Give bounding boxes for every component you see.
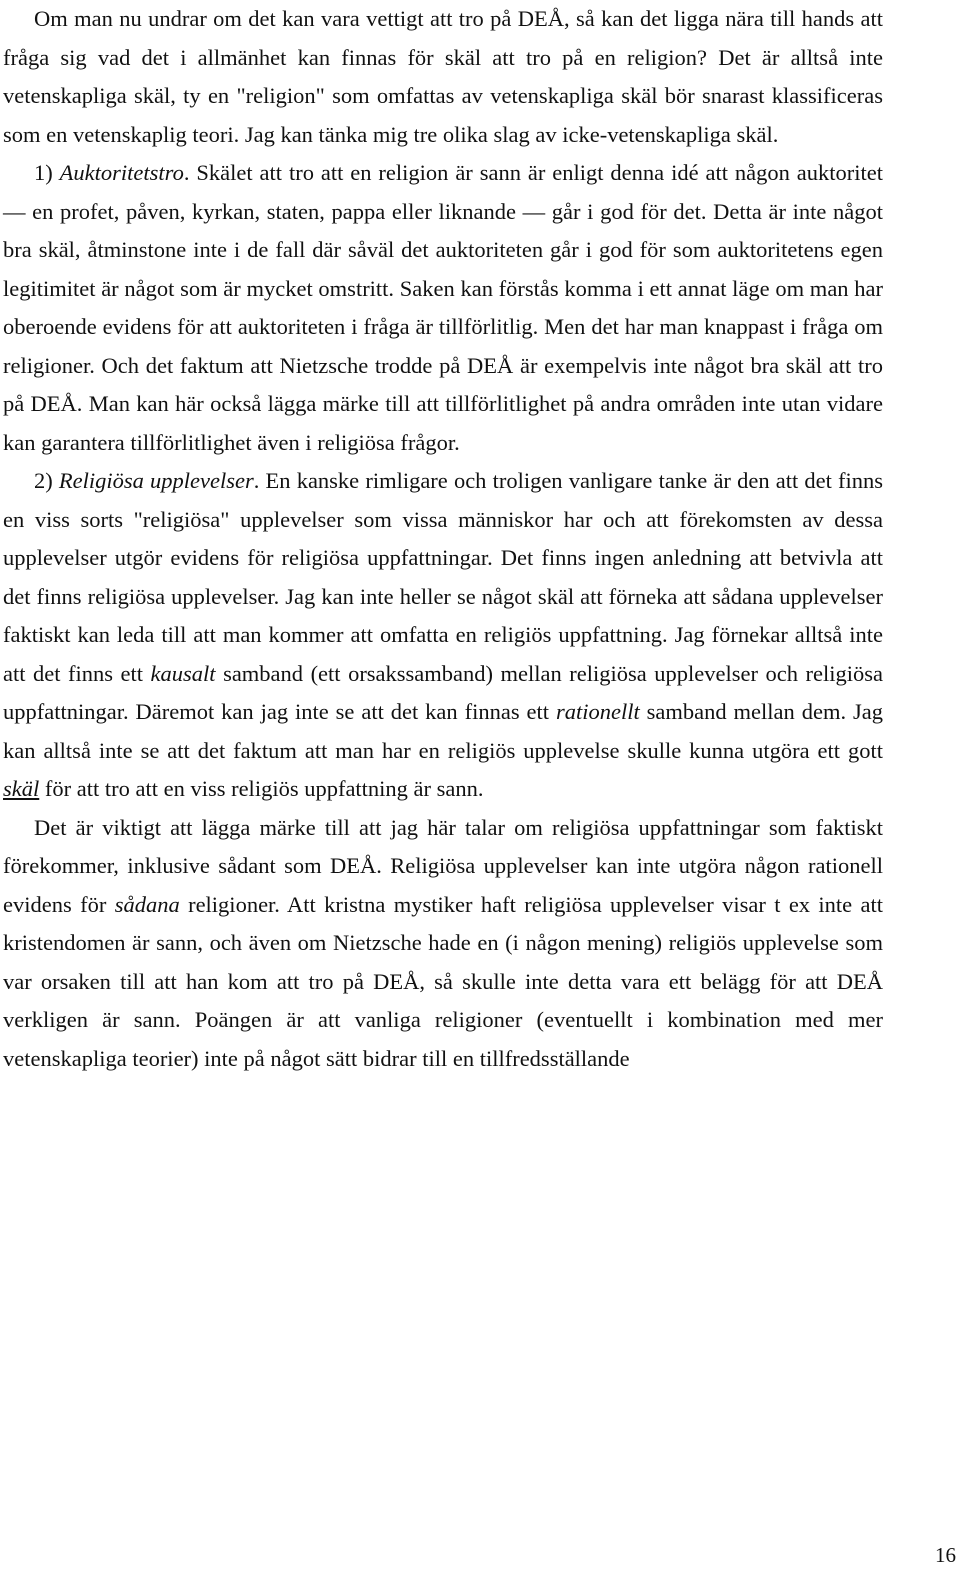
body-text [3, 0, 883, 1078]
paragraph-intro [3, 0, 883, 154]
paragraph-religiosa-upplevelser [3, 462, 883, 809]
text-run: samband (ett orsakssamband) mellan religiösa upplevelser och religiösa uppfattningar. Däremot kan jag inte se att det kan finnas ett [3, 660, 883, 724]
page-number: 16 [935, 1543, 956, 1567]
text-run: . Skälet att tro att en religion är sann är enligt denna idé att någon auktoritet — en profet, påven, kyrkan, staten, pappa eller liknande — går i god för det. Detta är inte något bra skäl, åtminstone inte i de fall där såväl det auktoriteten går i god för som auktoritetens egen legitimitet är något som är mycket omstritt. Saken kan förstås komma i ett annat läge om man har oberoende evidens för att auktoriteten i fråga är tillförlitlig. Men det har man knappast i fråga om religioner. Och det faktum att Nietzsche trodde på DEÅ är exempelvis inte något bra skäl att tro på DEÅ. Man kan här också lägga märke till att tillförlitlighet på andra områden inte utan vidare kan garantera tillförlitlighet även i religiösa frågor. [3, 160, 884, 455]
text-run: Om man nu undrar om det kan vara vettigt att tro på DEÅ, så kan det ligga nära till hands att fråga sig vad det i allmänhet kan finnas för skäl att tro på en religion? Det är alltså inte vetenskapliga skäl, ty en "religion" som omfattas av vetenskapliga skäl bör snarast klassificeras som en vetenskaplig teori. Jag kan tänka mig tre olika slag av icke-vetenskapliga skäl. [3, 6, 883, 147]
emphasized-term: Religiösa upplevelser [58, 468, 254, 493]
paragraph-auktoritetstro [3, 154, 883, 462]
text-run: 2) [34, 468, 59, 493]
underlined-term: skäl [3, 776, 40, 801]
text-run: Det är viktigt att lägga märke till att jag här talar om religiösa uppfattningar som faktiskt förekommer, inklusive sådant som DEÅ. Religiösa upplevelser kan inte utgöra någon rationell evidens för [3, 814, 883, 917]
emphasized-term: Auktoritetstro [59, 160, 184, 185]
emphasized-term [3, 776, 39, 801]
paragraph-viktigt [3, 809, 883, 1079]
emphasized-term: sådana [114, 891, 180, 917]
emphasized-term: rationellt [555, 699, 640, 724]
text-run: samband mellan dem. Jag kan alltså inte se att det faktum att man har en religiös upplevelse skulle kunna utgöra ett gott [3, 699, 883, 763]
text-run: för att tro att en viss religiös uppfattning är sann. [39, 776, 484, 801]
text-run: religioner. Att kristna mystiker haft religiösa upplevelser visar t ex inte att kristendomen är sann, och även om Nietzsche hade en (i någon mening) religiös upplevelse som var orsaken till att han kom att tro på DEÅ, så skulle inte detta vara ett belägg för att DEÅ verkligen är sann. Poängen är att vanliga religioner (eventuellt i kombination med mer vetenskapliga teorier) inte på något sätt bidrar till en tillfredsställande [3, 891, 884, 1071]
emphasized-term: kausalt [150, 660, 216, 686]
text-run: . En kanske rimligare och troligen vanligare tanke är den att det finns en viss sorts "religiösa" upplevelser som vissa människor har och att förekomsten av dessa upplevelser utgör evidens för religiösa uppfattningar. Det finns ingen anledning att betvivla att det finns religiösa upplevelser. Jag kan inte heller se något skäl att förneka att sådana upplevelser faktiskt kan leda till att man kommer att omfatta en religiös uppfattning. Jag förnekar alltså inte att det finns ett [3, 468, 884, 686]
text-run: 1) [34, 160, 60, 185]
